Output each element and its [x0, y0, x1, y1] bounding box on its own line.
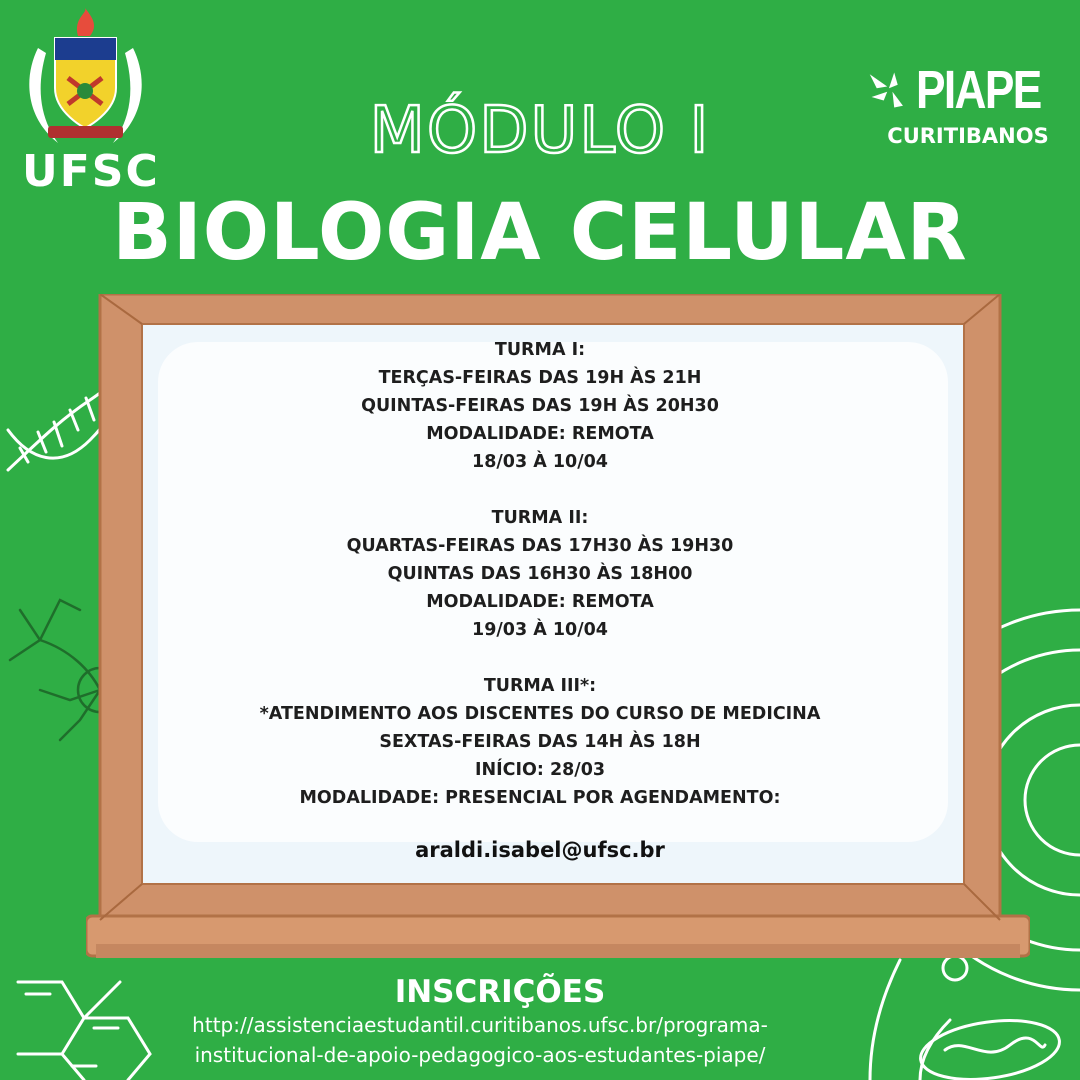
turma-2-line: QUINTAS DAS 16H30 ÀS 18H00 — [387, 564, 693, 584]
module-text: MÓDULO I — [369, 94, 711, 168]
piape-logo — [868, 60, 1068, 148]
spacer — [150, 644, 930, 672]
page-title: BIOLOGIA CELULAR — [112, 188, 968, 278]
ufsc-wordmark: UFSC — [22, 146, 160, 197]
turma-1-line: MODALIDADE: REMOTA — [426, 424, 654, 444]
module-label — [300, 88, 780, 168]
turma-3-line: INÍCIO: 28/03 — [474, 760, 606, 780]
turma-3-line: MODALIDADE: PRESENCIAL POR AGENDAMENTO: — [299, 788, 781, 808]
piape-icon — [868, 68, 910, 112]
shield-icon — [55, 38, 116, 128]
turma-1-line: 18/03 À 10/04 — [472, 452, 608, 472]
turma-3-title: TURMA III*: — [483, 676, 597, 696]
turma-2-line: 19/03 À 10/04 — [472, 620, 608, 640]
turma-3-line: SEXTAS-FEIRAS DAS 14H ÀS 18H — [379, 732, 701, 752]
registration-link-line[interactable]: institucional-de-apoio-pedagogico-aos-estudantes-piape/ — [194, 1043, 766, 1067]
registration-title: INSCRIÇÕES — [394, 974, 606, 1010]
registration-link[interactable] — [160, 1010, 800, 1070]
turma-2-line: QUARTAS-FEIRAS DAS 17H30 ÀS 19H30 — [346, 536, 734, 556]
ribbon-icon — [48, 126, 123, 138]
torch-icon — [77, 8, 94, 36]
schedule-board — [150, 336, 930, 876]
turma-1-title: TURMA I: — [494, 340, 586, 360]
molecule-icon — [18, 982, 150, 1080]
spacer — [150, 476, 930, 504]
registration-link-line[interactable]: http://assistenciaestudantil.curitibanos.ufsc.br/programa- — [192, 1013, 768, 1037]
turma-2-title: TURMA II: — [491, 508, 589, 528]
contact-email[interactable]: araldi.isabel@ufsc.br — [415, 838, 665, 862]
turma-3-line: *ATENDIMENTO AOS DISCENTES DO CURSO DE MEDICINA — [259, 704, 821, 724]
turma-1-line: TERÇAS-FEIRAS DAS 19H ÀS 21H — [378, 368, 702, 388]
turma-2-line: MODALIDADE: REMOTA — [426, 592, 654, 612]
piape-name: PIAPE — [915, 60, 1041, 120]
campus-name: CURITIBANOS — [887, 124, 1049, 148]
turma-1-line: QUINTAS-FEIRAS DAS 19H ÀS 20H30 — [361, 396, 719, 416]
